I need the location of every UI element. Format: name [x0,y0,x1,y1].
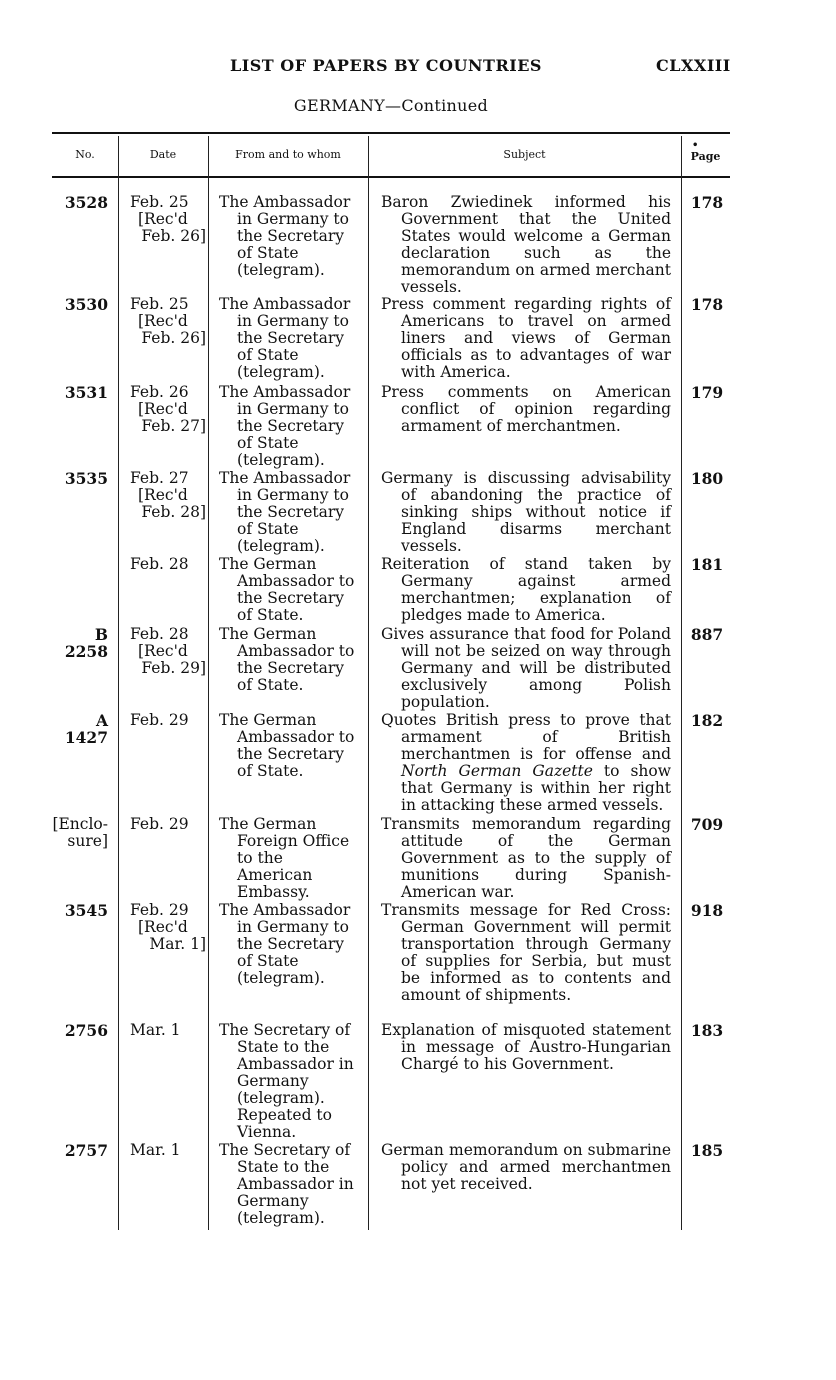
cell-date [130,556,208,573]
table-header-rule [52,176,730,178]
running-head [0,56,836,80]
cell-date [130,296,208,347]
date-line: Feb. 29 [130,711,189,729]
column-header-date: Date [149,148,177,161]
cell-subject: Baron Zwiedinek informed his Government that the United States would welcome a German declaration such as the memorandum on armed merchant vessels. [381,193,671,296]
cell-page: 185 [690,1141,724,1160]
cell-from-to: The Secretary of State to the Ambassador in Germany (telegram). [219,1141,354,1227]
page-column-mark: • [692,140,699,151]
date-line: Feb. 28] [141,503,206,521]
cell-page: 180 [690,469,724,488]
cell-page: 918 [690,901,724,920]
column-divider [681,136,682,1230]
cell-page: 182 [690,711,724,730]
cell-no: 3530 [64,295,108,314]
cell-subject: Press comments on American conflict of opinion regarding armament of merchantmen. [381,383,671,435]
date-line: Feb. 27] [141,417,206,435]
cell-date [130,626,208,677]
page-number-roman: CLXXIII [656,56,731,75]
cell-from-to: The German Foreign Office to the American Embassy. [219,815,350,901]
date-line: Mar. 1 [130,1141,181,1159]
column-header-subject: Subject [503,148,546,161]
date-line: Feb. 28 [130,555,189,573]
cell-subject [381,712,671,814]
date-line: Mar. 1 [130,1021,181,1039]
cell-date [130,1022,208,1039]
date-line: Feb. 26] [141,329,206,347]
cell-no: 3528 [64,193,108,212]
cell-from-to: The Secretary of State to the Ambassador in Germany (telegram). Repeated to Vienna. [219,1021,354,1141]
date-line: Mar. 1] [149,935,206,953]
cell-no: 2756 [64,1021,108,1040]
cell-no: [Enclo- sure] [52,815,108,850]
cell-date [130,384,208,435]
cell-page: 183 [690,1021,724,1040]
cell-from-to: The Ambassador in Germany to the Secretary of State (telegram). [219,901,351,987]
cell-subject: Gives assurance that food for Poland will not be seized on way through Germany and will be distributed exclusively among Polish population. [381,625,671,711]
cell-from-to: The Ambassador in Germany to the Secretary of State (telegram). [219,295,351,381]
cell-from-to: The German Ambassador to the Secretary of State. [219,555,355,624]
date-line: Feb. 28 [130,625,189,643]
date-line: Feb. 29] [141,659,206,677]
date-line: [Rec'd [138,400,188,418]
date-line: [Rec'd [138,312,188,330]
date-line: Feb. 29 [130,901,189,919]
cell-page: 179 [690,383,724,402]
cell-subject: Press comment regarding rights of Americans to travel on armed liners and views of German officials as to advantages of war with America. [381,295,671,381]
date-line: [Rec'd [138,210,188,228]
table-top-rule [52,132,730,134]
cell-date [130,1142,208,1159]
publication-title: North German Gazette [401,762,593,780]
cell-date [130,712,208,729]
cell-date [130,902,208,953]
cell-subject: Transmits message for Red Cross: German Government will permit transportation through Germany of supplies for Serbia, but must be informed as to contents and amount of shipments. [381,901,671,1004]
cell-subject: Reiteration of stand taken by Germany against armed merchantmen; explanation of pledges made to America. [381,555,671,624]
date-line: Feb. 25 [130,193,189,211]
cell-page: 887 [690,625,724,644]
cell-subject: Explanation of misquoted statement in message of Austro-Hungarian Chargé to his Government. [381,1021,671,1073]
section-title: GERMANY—Continued [293,96,489,115]
date-line: Feb. 27 [130,469,189,487]
cell-page: 709 [690,815,724,834]
cell-no: B 2258 [64,625,108,661]
column-header-from: From and to whom [235,148,341,161]
date-line: Feb. 26 [130,383,189,401]
column-divider [368,136,369,1230]
papers-table [52,132,730,1230]
column-header-no: No. [75,148,95,161]
cell-page: 181 [690,555,724,574]
cell-page: 178 [690,295,724,314]
date-line: [Rec'd [138,486,188,504]
subject-text: to show that Germany is within her right in attacking these armed vessels. [401,762,671,814]
cell-no: 3531 [64,383,108,402]
column-header-page: Page [690,150,721,163]
cell-from-to: The German Ambassador to the Secretary of State. [219,711,355,780]
date-line: Feb. 25 [130,295,189,313]
column-divider [208,136,209,1230]
column-divider [118,136,119,1230]
cell-no: 3535 [64,469,108,488]
date-line: Feb. 26] [141,227,206,245]
cell-date [130,816,208,833]
cell-from-to: The Ambassador in Germany to the Secretary of State (telegram). [219,469,351,555]
cell-from-to: The Ambassador in Germany to the Secretary of State (telegram). [219,193,351,279]
date-line: [Rec'd [138,918,188,936]
cell-no: A 1427 [64,711,108,747]
running-title: LIST OF PAPERS BY COUNTRIES [230,56,542,75]
cell-from-to: The German Ambassador to the Secretary of State. [219,625,355,694]
cell-subject: Transmits memorandum regarding attitude of the German Government as to the supply of munitions during Spanish-American war. [381,815,671,901]
cell-from-to: The Ambassador in Germany to the Secretary of State (telegram). [219,383,351,469]
cell-subject: Germany is discussing advisability of abandoning the practice of sinking ships without notice if England disarms merchant vessels. [381,469,671,555]
date-line: [Rec'd [138,642,188,660]
cell-page: 178 [690,193,724,212]
cell-no: 2757 [64,1141,108,1160]
cell-no: 3545 [64,901,108,920]
cell-date [130,194,208,245]
subject-text: Quotes British press to prove that armament of British merchantmen is for offense and [381,711,671,763]
date-line: Feb. 29 [130,815,189,833]
cell-subject: German memorandum on submarine policy and armed merchantmen not yet received. [381,1141,671,1193]
cell-date [130,470,208,521]
